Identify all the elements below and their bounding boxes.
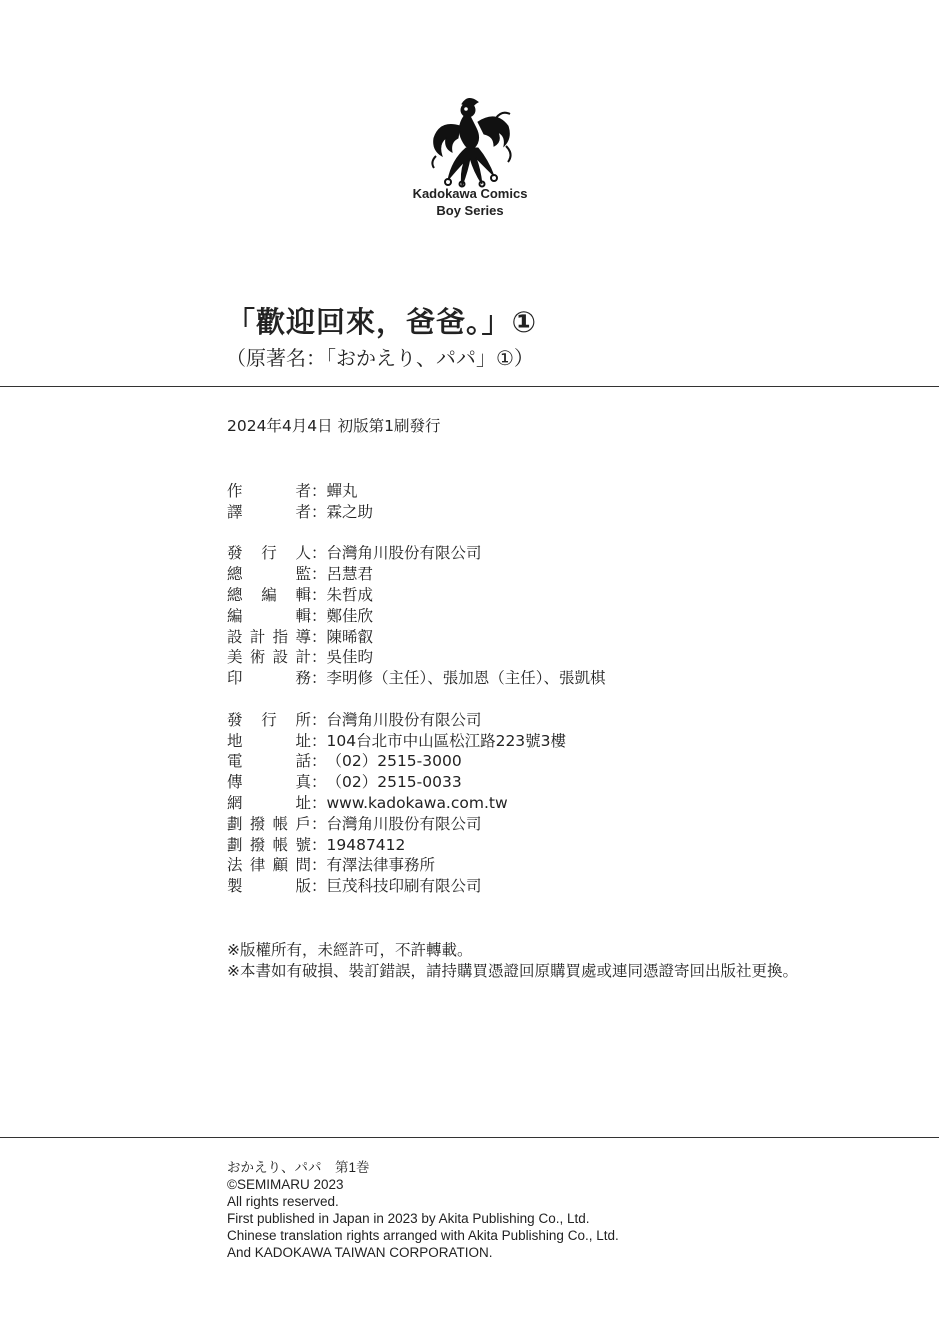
copyright-block bbox=[227, 1159, 619, 1261]
credits-block bbox=[227, 481, 606, 897]
credit-separator: ： bbox=[311, 502, 327, 521]
credit-label: 作者 bbox=[227, 482, 311, 500]
credit-value: 鄭佳欣 bbox=[326, 606, 374, 625]
credit-label: 網址 bbox=[227, 793, 311, 812]
credit-value: www.kadokawa.com.tw bbox=[326, 793, 508, 812]
credit-label: 劃撥帳號 bbox=[227, 835, 311, 854]
credit-separator: ： bbox=[311, 627, 327, 646]
credit-value: 呂慧君 bbox=[326, 565, 374, 584]
credit-row bbox=[227, 855, 606, 876]
credits-gap bbox=[227, 523, 606, 544]
book-title: 「歡迎回來，爸爸。」① bbox=[226, 305, 538, 339]
notice-line: ※本書如有破損、裝訂錯誤，請持購買憑證回原購買處或連同憑證寄回出版社更換。 bbox=[227, 962, 798, 980]
credit-separator: ： bbox=[311, 710, 327, 729]
credit-label: 譯者 bbox=[227, 502, 311, 521]
credit-separator: ： bbox=[311, 773, 327, 792]
credit-row bbox=[227, 647, 606, 668]
credit-row bbox=[227, 668, 606, 689]
credit-row bbox=[227, 814, 606, 835]
credit-row bbox=[227, 502, 606, 523]
credit-value: 霖之助 bbox=[326, 502, 374, 521]
credit-separator: ： bbox=[311, 731, 327, 750]
original-edition-line: おかえり、パパ 第1巻 bbox=[227, 1160, 370, 1175]
credit-label: 法律顧問 bbox=[227, 856, 311, 875]
credit-separator: ： bbox=[311, 544, 327, 563]
credit-label: 發行所 bbox=[227, 710, 311, 729]
credit-label: 劃撥帳戶 bbox=[227, 814, 311, 833]
credit-value: （02）2515-3000 bbox=[326, 752, 462, 771]
credit-separator: ： bbox=[311, 482, 327, 500]
credit-row bbox=[227, 793, 606, 814]
credit-label: 傳真 bbox=[227, 773, 311, 792]
credit-label: 地址 bbox=[227, 731, 311, 750]
credit-value: 台灣角川股份有限公司 bbox=[326, 710, 482, 729]
imprint-series: Boy Series bbox=[436, 203, 504, 218]
credit-separator: ： bbox=[311, 669, 327, 688]
credit-value: 台灣角川股份有限公司 bbox=[326, 544, 482, 563]
rights-line: All rights reserved. bbox=[227, 1194, 339, 1209]
credit-label: 總監 bbox=[227, 565, 311, 584]
credit-label: 編輯 bbox=[227, 606, 311, 625]
first-published-line: First published in Japan in 2023 by Akita Publishing Co., Ltd. bbox=[227, 1211, 590, 1226]
credit-label: 美術設計 bbox=[227, 648, 311, 667]
credit-separator: ： bbox=[311, 793, 327, 812]
credit-value: 朱哲成 bbox=[326, 585, 374, 604]
phoenix-emblem-icon bbox=[426, 96, 516, 188]
credit-row bbox=[227, 751, 606, 772]
credit-value: 19487412 bbox=[326, 835, 406, 854]
original-title: （原著名：「おかえり、パパ」①） bbox=[226, 346, 534, 370]
credit-value: 有澤法律事務所 bbox=[326, 856, 436, 875]
credit-value: 台灣角川股份有限公司 bbox=[326, 814, 482, 833]
credit-value: 蟬丸 bbox=[326, 482, 358, 500]
credit-row bbox=[227, 731, 606, 752]
credit-separator: ： bbox=[311, 565, 327, 584]
credit-separator: ： bbox=[311, 877, 327, 896]
credit-value: 巨茂科技印刷有限公司 bbox=[326, 877, 482, 896]
credit-label: 發行人 bbox=[227, 544, 311, 563]
credit-row bbox=[227, 876, 606, 897]
credits-gap bbox=[227, 689, 606, 710]
credit-separator: ： bbox=[311, 856, 327, 875]
top-divider bbox=[0, 386, 939, 387]
credit-label: 印務 bbox=[227, 669, 311, 688]
credit-value: 104台北市中山區松江路223號3樓 bbox=[326, 731, 567, 750]
credit-separator: ： bbox=[311, 585, 327, 604]
credit-row bbox=[227, 543, 606, 564]
credit-row bbox=[227, 606, 606, 627]
credit-separator: ： bbox=[311, 606, 327, 625]
corporation-line: And KADOKAWA TAIWAN CORPORATION. bbox=[227, 1245, 493, 1260]
credit-value: （02）2515-0033 bbox=[326, 773, 462, 792]
credit-label: 總編輯 bbox=[227, 585, 311, 604]
bottom-divider bbox=[0, 1137, 939, 1138]
credit-row bbox=[227, 835, 606, 856]
credit-separator: ： bbox=[311, 814, 327, 833]
credit-row bbox=[227, 710, 606, 731]
notices-block bbox=[227, 940, 798, 982]
credit-row bbox=[227, 772, 606, 793]
translation-rights-line: Chinese translation rights arranged with Akita Publishing Co., Ltd. bbox=[227, 1228, 619, 1243]
credit-row bbox=[227, 481, 606, 502]
edition-date: 2024年4月4日 初版第1刷發行 bbox=[227, 417, 441, 435]
credit-label: 設計指導 bbox=[227, 627, 311, 646]
credit-value: 吳佳昀 bbox=[326, 648, 374, 667]
copyright-line: ©SEMIMARU 2023 bbox=[227, 1177, 344, 1192]
credit-row bbox=[227, 627, 606, 648]
credit-label: 製版 bbox=[227, 877, 311, 896]
credit-value: 陳晞叡 bbox=[326, 627, 374, 646]
credit-separator: ： bbox=[311, 648, 327, 667]
credit-row bbox=[227, 564, 606, 585]
credit-separator: ： bbox=[311, 835, 327, 854]
notice-line: ※版權所有，未經許可，不許轉載。 bbox=[227, 941, 473, 959]
credit-label: 電話 bbox=[227, 752, 311, 771]
credit-separator: ： bbox=[311, 752, 327, 771]
credit-row bbox=[227, 585, 606, 606]
credit-value: 李明修（主任）、張加恩（主任）、張凱棋 bbox=[326, 669, 606, 688]
imprint-name: Kadokawa Comics bbox=[412, 186, 528, 201]
